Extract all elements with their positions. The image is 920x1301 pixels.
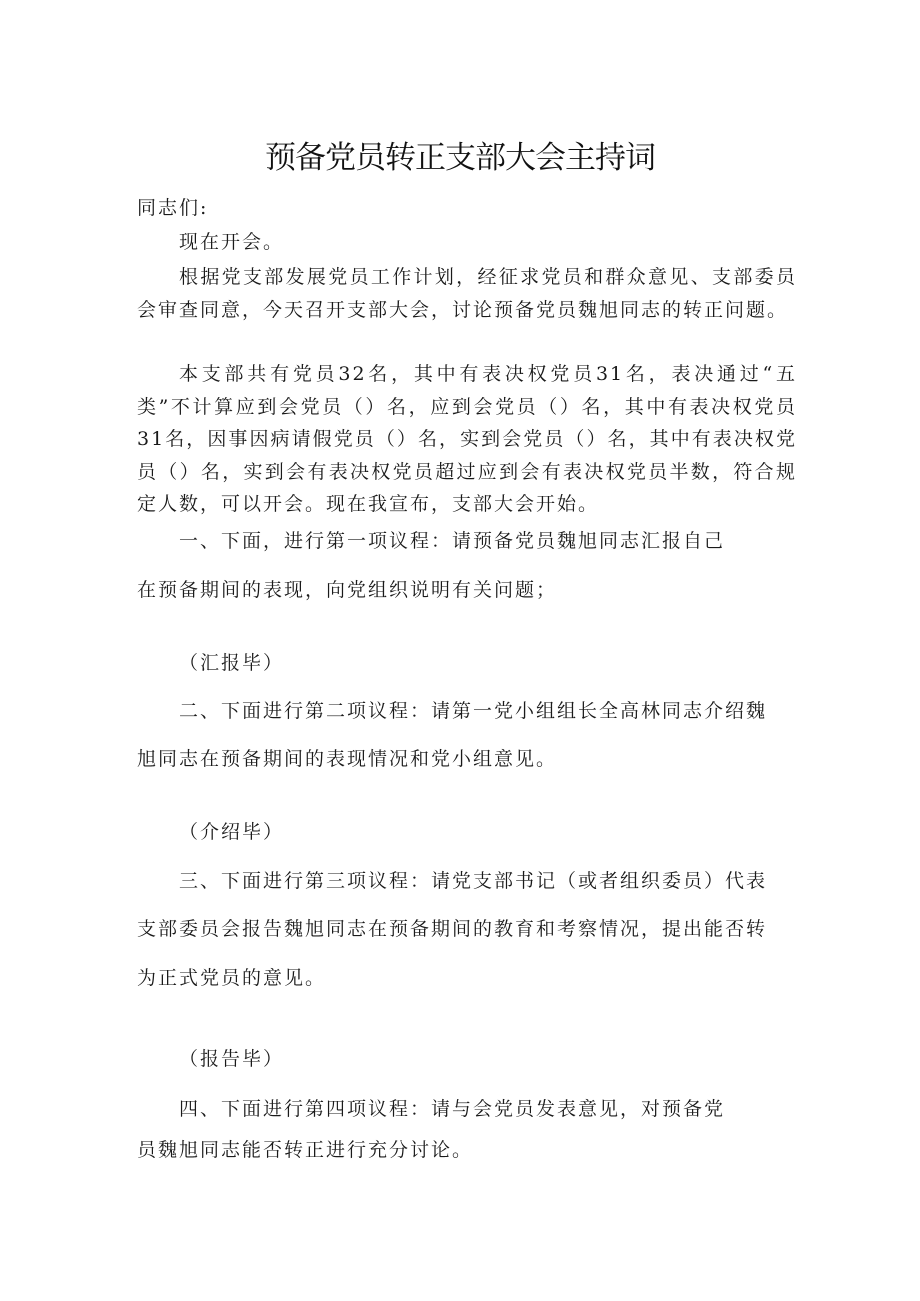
note-report-finished: （汇报毕） — [179, 652, 285, 674]
agenda-item-3-line-2: 支部委员会报告魏旭同志在预备期间的教育和考察情况，提出能否转 — [137, 918, 768, 940]
agenda-item-3-line-3: 为正式党员的意见。 — [137, 967, 327, 989]
salutation: 同志们: — [137, 197, 209, 219]
agenda-item-2-line-2: 旭同志在预备期间的表现情况和党小组意见。 — [137, 748, 558, 770]
agenda-item-3-line-1: 三、下面进行第三项议程：请党支部书记（或者组织委员）代表 — [179, 870, 768, 892]
agenda-item-2-line-1: 二、下面进行第二项议程：请第一党小组组长全高林同志介绍魏 — [179, 700, 768, 722]
note-report-complete: （报告毕） — [179, 1048, 285, 1070]
agenda-item-1-line-1: 一、下面，进行第一项议程：请预备党员魏旭同志汇报自己 — [179, 530, 726, 552]
agenda-item-1-line-2: 在预备期间的表现，向党组织说明有关问题； — [137, 579, 558, 601]
intro-paragraph: 根据党支部发展党员工作计划，经征求党员和群众意见、支部委员会审查同意，今天召开支部大会，讨论预备党员魏旭同志的转正问题。 — [137, 266, 797, 321]
agenda-item-4-line-2: 员魏旭同志能否转正进行充分讨论。 — [137, 1139, 474, 1161]
note-introduction-finished: （介绍毕） — [179, 821, 285, 843]
attendance-paragraph: 本支部共有党员32名，其中有表决权党员31名，表决通过“五类”不计算应到会党员（）名，应到会党员（）名，其中有表决权党员31名，因事因病请假党员（）名，实到会党员（）名，其中有表决权党员（）名，实到会有表决权党员超过应到会有表决权党员半数，符合规定人数，可以开会。现在我宣布，支部大会开始。 — [137, 363, 797, 515]
opening-paragraph: 现在开会。 — [179, 231, 285, 253]
document-title: 预备党员转正支部大会主持词 — [265, 140, 655, 176]
agenda-item-4-line-1: 四、下面进行第四项议程：请与会党员发表意见，对预备党 — [179, 1098, 726, 1120]
